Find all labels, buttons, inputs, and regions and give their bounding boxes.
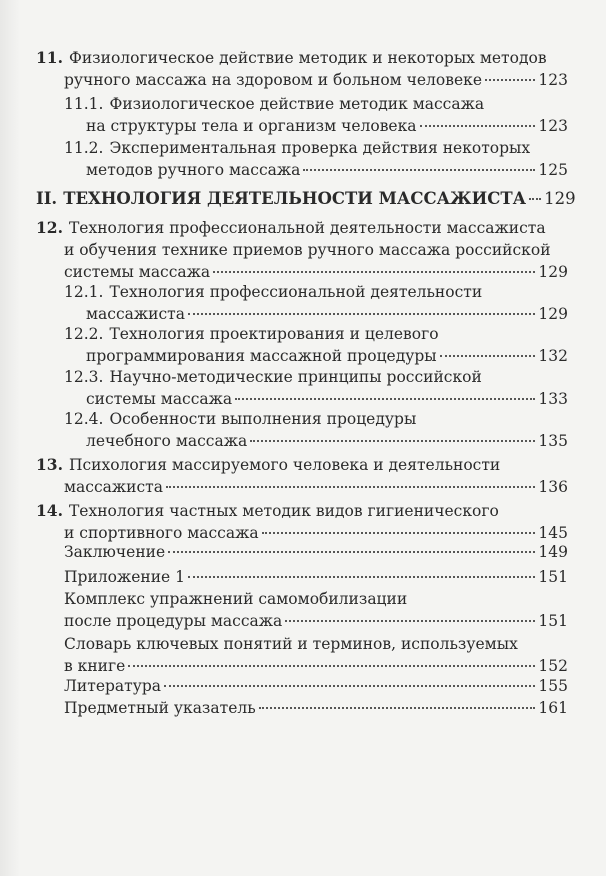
- entry-title: Литература: [64, 677, 162, 695]
- page-number: 125: [538, 161, 568, 179]
- toc-section-2[interactable]: [36, 188, 576, 210]
- toc-entry-13[interactable]: [36, 454, 568, 498]
- toc-entry-11[interactable]: [36, 47, 568, 91]
- entry-number: 14.: [36, 501, 63, 520]
- entry-title-line2: ручного массажа на здоровом и больном человеке: [64, 71, 482, 89]
- toc-entry-12-1[interactable]: [64, 281, 568, 325]
- entry-title-line2: после процедуры массажа: [64, 612, 283, 630]
- page-number: 123: [538, 71, 568, 89]
- dot-leader: [303, 169, 535, 171]
- dot-leader: [420, 125, 536, 127]
- entry-number: 11.: [36, 48, 63, 67]
- entry-number: 12.3.: [64, 368, 104, 386]
- entry-title: Предметный указатель: [64, 699, 256, 717]
- toc-entry-literature[interactable]: [64, 675, 568, 697]
- page-number: 129: [544, 189, 576, 208]
- page-number: 136: [538, 478, 568, 496]
- entry-title-line1: Комплекс упражнений самомобилизации: [64, 590, 408, 608]
- dot-leader: [168, 551, 535, 553]
- toc-entry-conclusion[interactable]: [64, 541, 568, 563]
- page-number: 151: [538, 612, 568, 630]
- entry-title-line2: массажиста: [64, 478, 163, 496]
- dot-leader: [485, 79, 535, 81]
- entry-title-line1: Технология профессиональной деятельности массажиста: [68, 219, 546, 237]
- entry-title-line2: и обучения технике приемов ручного массажа российской: [64, 241, 551, 259]
- entry-title-line1: Физиологическое действие методик и некоторых методов: [68, 49, 547, 67]
- toc-entry-appendix-1[interactable]: [64, 566, 568, 588]
- entry-title: Заключение: [64, 543, 166, 561]
- dot-leader: [235, 398, 535, 400]
- toc-entry-subject-index[interactable]: [64, 697, 568, 719]
- toc-entry-12-3[interactable]: [64, 366, 568, 410]
- entry-title-line1: Физиологическое действие методик массажа: [109, 95, 485, 113]
- entry-title-line2: и спортивного массажа: [64, 524, 259, 542]
- section-title: ТЕХНОЛОГИЯ ДЕЯТЕЛЬНОСТИ МАССАЖИСТА: [63, 189, 527, 208]
- dot-leader: [259, 707, 536, 709]
- section-number: II.: [36, 189, 58, 208]
- page-number: 129: [538, 305, 568, 323]
- entry-title-line2: в книге: [64, 657, 126, 675]
- toc-entry-12-2[interactable]: [64, 323, 568, 367]
- entry-title-line2: лечебного массажа: [86, 432, 248, 450]
- toc-entry-12-4[interactable]: [64, 408, 568, 452]
- page-number: 123: [538, 117, 568, 135]
- entry-number: 11.2.: [64, 139, 104, 157]
- page-number: 132: [538, 347, 568, 365]
- page-number: 145: [538, 524, 568, 542]
- entry-title-line2: программирования массажной процедуры: [86, 347, 437, 365]
- entry-title: Приложение 1: [64, 568, 186, 586]
- page-number: 155: [538, 677, 568, 695]
- entry-number: 12.2.: [64, 325, 104, 343]
- page-number: 149: [538, 543, 568, 561]
- dot-leader: [285, 620, 535, 622]
- entry-title-line1: Словарь ключевых понятий и терминов, используемых: [64, 635, 518, 653]
- dot-leader: [250, 440, 535, 442]
- dot-leader: [128, 665, 535, 667]
- entry-number: 11.1.: [64, 95, 104, 113]
- entry-title-line1: Технология частных методик видов гигиенического: [68, 502, 499, 520]
- entry-title-line1: Научно-методические принципы российской: [109, 368, 482, 386]
- entry-title-line1: Психология массируемого человека и деятельности: [68, 456, 501, 474]
- dot-leader: [188, 313, 535, 315]
- page-number: 133: [538, 390, 568, 408]
- dot-leader: [529, 198, 541, 200]
- page-number: 161: [538, 699, 568, 717]
- entry-title-line2: массажиста: [86, 305, 185, 323]
- toc-entry-14[interactable]: [36, 500, 568, 544]
- entry-title-line2: методов ручного массажа: [86, 161, 301, 179]
- toc-entry-11-2[interactable]: [64, 137, 568, 181]
- page-shadow: [0, 0, 20, 876]
- toc-entry-glossary[interactable]: [64, 633, 568, 677]
- entry-title-line2: на структуры тела и организм человека: [86, 117, 417, 135]
- toc-entry-11-1[interactable]: [64, 93, 568, 137]
- entry-number: 12.4.: [64, 410, 104, 428]
- dot-leader: [213, 271, 535, 273]
- entry-number: 12.1.: [64, 283, 104, 301]
- entry-title-line2: системы массажа: [86, 390, 233, 408]
- entry-number: 13.: [36, 455, 63, 474]
- toc-entry-exercise-complex[interactable]: [64, 588, 568, 632]
- entry-title-line1: Экспериментальная проверка действия некоторых: [109, 139, 531, 157]
- dot-leader: [164, 685, 535, 687]
- dot-leader: [166, 486, 535, 488]
- entry-number: 12.: [36, 218, 63, 237]
- toc-entry-12[interactable]: [36, 217, 568, 283]
- entry-title-line3: системы массажа: [64, 263, 211, 281]
- page-number: 152: [538, 657, 568, 675]
- dot-leader: [440, 355, 536, 357]
- entry-title-line1: Особенности выполнения процедуры: [109, 410, 417, 428]
- page-number: 151: [538, 568, 568, 586]
- dot-leader: [262, 532, 536, 534]
- entry-title-line1: Технология профессиональной деятельности: [109, 283, 483, 301]
- page-number: 135: [538, 432, 568, 450]
- entry-title-line1: Технология проектирования и целевого: [109, 325, 439, 343]
- dot-leader: [188, 576, 535, 578]
- page-number: 129: [538, 263, 568, 281]
